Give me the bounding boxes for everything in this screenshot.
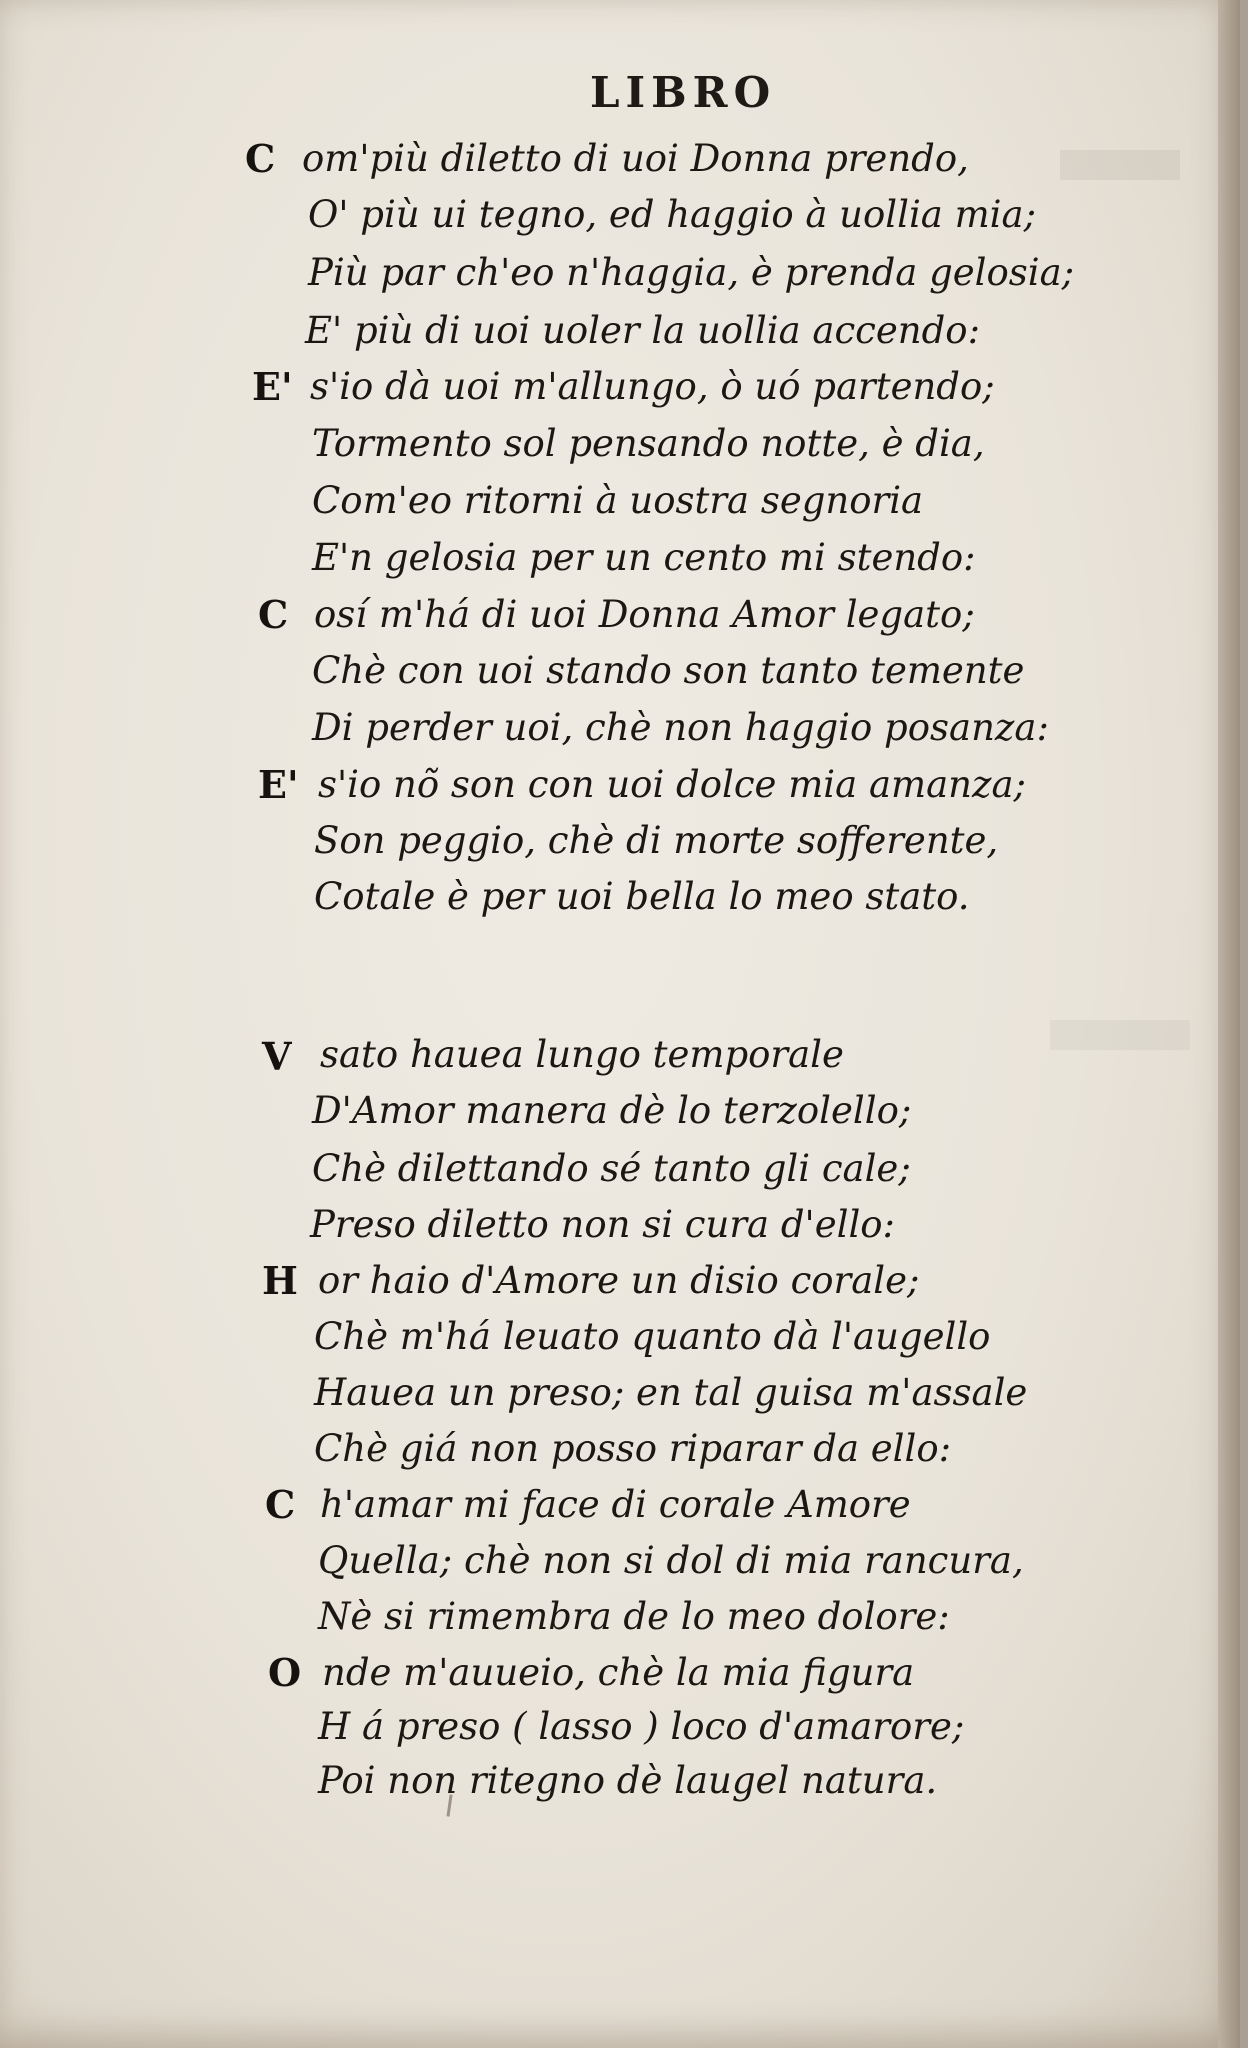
verse-line: Com'eo ritorni à uostra segnoria [312,479,924,522]
verse-line: osí m'há di uoi Donna Amor legato; [314,593,975,636]
drop-initial: O [268,1650,302,1695]
verse-line: Chè m'há leuato quanto dà l'augello [314,1315,991,1358]
show-through [1060,150,1180,180]
verse-line: s'io nõ son con uoi dolce mia amanza; [318,763,1027,806]
verse-line: Chè giá non posso riparar da ello: [314,1427,952,1470]
verse-line: sato hauea lungo temporale [320,1033,844,1076]
drop-initial: C [265,1482,296,1527]
running-head: LIBRO [590,68,777,117]
verse-line: Di perder uoi, chè non haggio posanza: [312,706,1049,749]
verse-line: Chè dilettando sé tanto gli cale; [312,1147,911,1190]
verse-line: h'amar mi face di corale Amore [320,1483,911,1526]
verse-line: H á preso ( lasso ) loco d'amarore; [318,1705,965,1748]
verse-line: Quella; chè non si dol di mia rancura, [318,1539,1024,1582]
drop-initial: E' [252,364,293,409]
verse-line: O' più ui tegno, ed haggio à uollia mia; [308,193,1037,236]
drop-initial: C [258,592,289,637]
verse-line: or haio d'Amore un disio corale; [318,1259,920,1302]
verse-line: Poi non ritegno dè laugel natura. [318,1759,938,1802]
verse-line: s'io dà uoi m'allungo, ò uó partendo; [310,365,995,408]
verse-line: Son peggio, chè di morte sofferente, [314,819,999,862]
verse-line: Preso diletto non si cura d'ello: [310,1203,896,1246]
verse-line: Hauea un preso; en tal guisa m'assale [314,1371,1028,1414]
drop-initial: H [262,1258,298,1303]
verse-line: Chè con uoi stando son tanto temente [312,649,1025,692]
verse-line: D'Amor manera dè lo terzolello; [312,1089,912,1132]
verse-line: Cotale è per uoi bella lo meo stato. [314,875,970,918]
verse-line: om'più diletto di uoi Donna prendo, [302,137,969,180]
ink-mark [447,1794,459,1817]
show-through [1050,1020,1190,1050]
verse-line: nde m'auueio, chè la mia figura [322,1651,915,1694]
verse-line: E' più di uoi uoler la uollia accendo: [305,309,981,352]
drop-initial: V [262,1034,292,1079]
verse-line: Più par ch'eo n'haggia, è prenda gelosia; [308,251,1075,294]
page-edge [1218,0,1240,2048]
verse-line: Tormento sol pensando notte, è dia, [312,422,985,465]
drop-initial: E' [258,762,299,807]
verse-line: Nè si rimembra de lo meo dolore: [318,1595,950,1638]
verse-line: E'n gelosia per un cento mi stendo: [312,536,976,579]
drop-initial: C [245,136,276,181]
